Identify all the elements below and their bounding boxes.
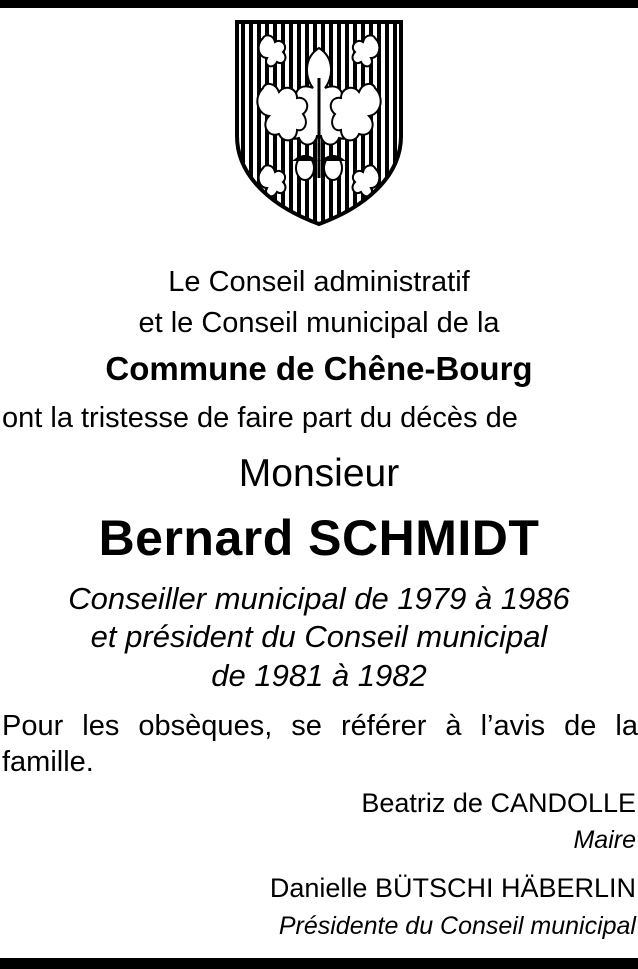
signatory-2-name: Danielle BÜTSCHI HÄBERLIN (269, 873, 636, 903)
announcement-text: ont la tristesse de faire part du décès de (2, 402, 518, 434)
signatory-1-name: Beatriz de CANDOLLE (361, 788, 636, 818)
council-line-1: Le Conseil administratif (168, 266, 470, 298)
signatory-1-role: Maire (573, 826, 636, 854)
honorific-title: Monsieur (238, 452, 400, 495)
role-line-1: Conseiller municipal de 1979 à 1986 (68, 581, 570, 616)
commune-name: Commune de Chêne-Bourg (105, 350, 533, 387)
top-border-rule (0, 0, 638, 8)
bottom-border-rule (0, 958, 638, 969)
coat-of-arms-icon (233, 18, 405, 228)
signatory-2-role: Présidente du Conseil municipal (278, 912, 636, 940)
deceased-name: Bernard SCHMIDT (98, 510, 540, 566)
role-line-2: et président du Conseil municipal (90, 619, 548, 654)
role-line-3: de 1981 à 1982 (211, 658, 427, 693)
council-line-2: et le Conseil municipal de la (138, 307, 500, 339)
funeral-note: Pour les obsèques, se référer à l’avis de la famille. (2, 710, 638, 778)
